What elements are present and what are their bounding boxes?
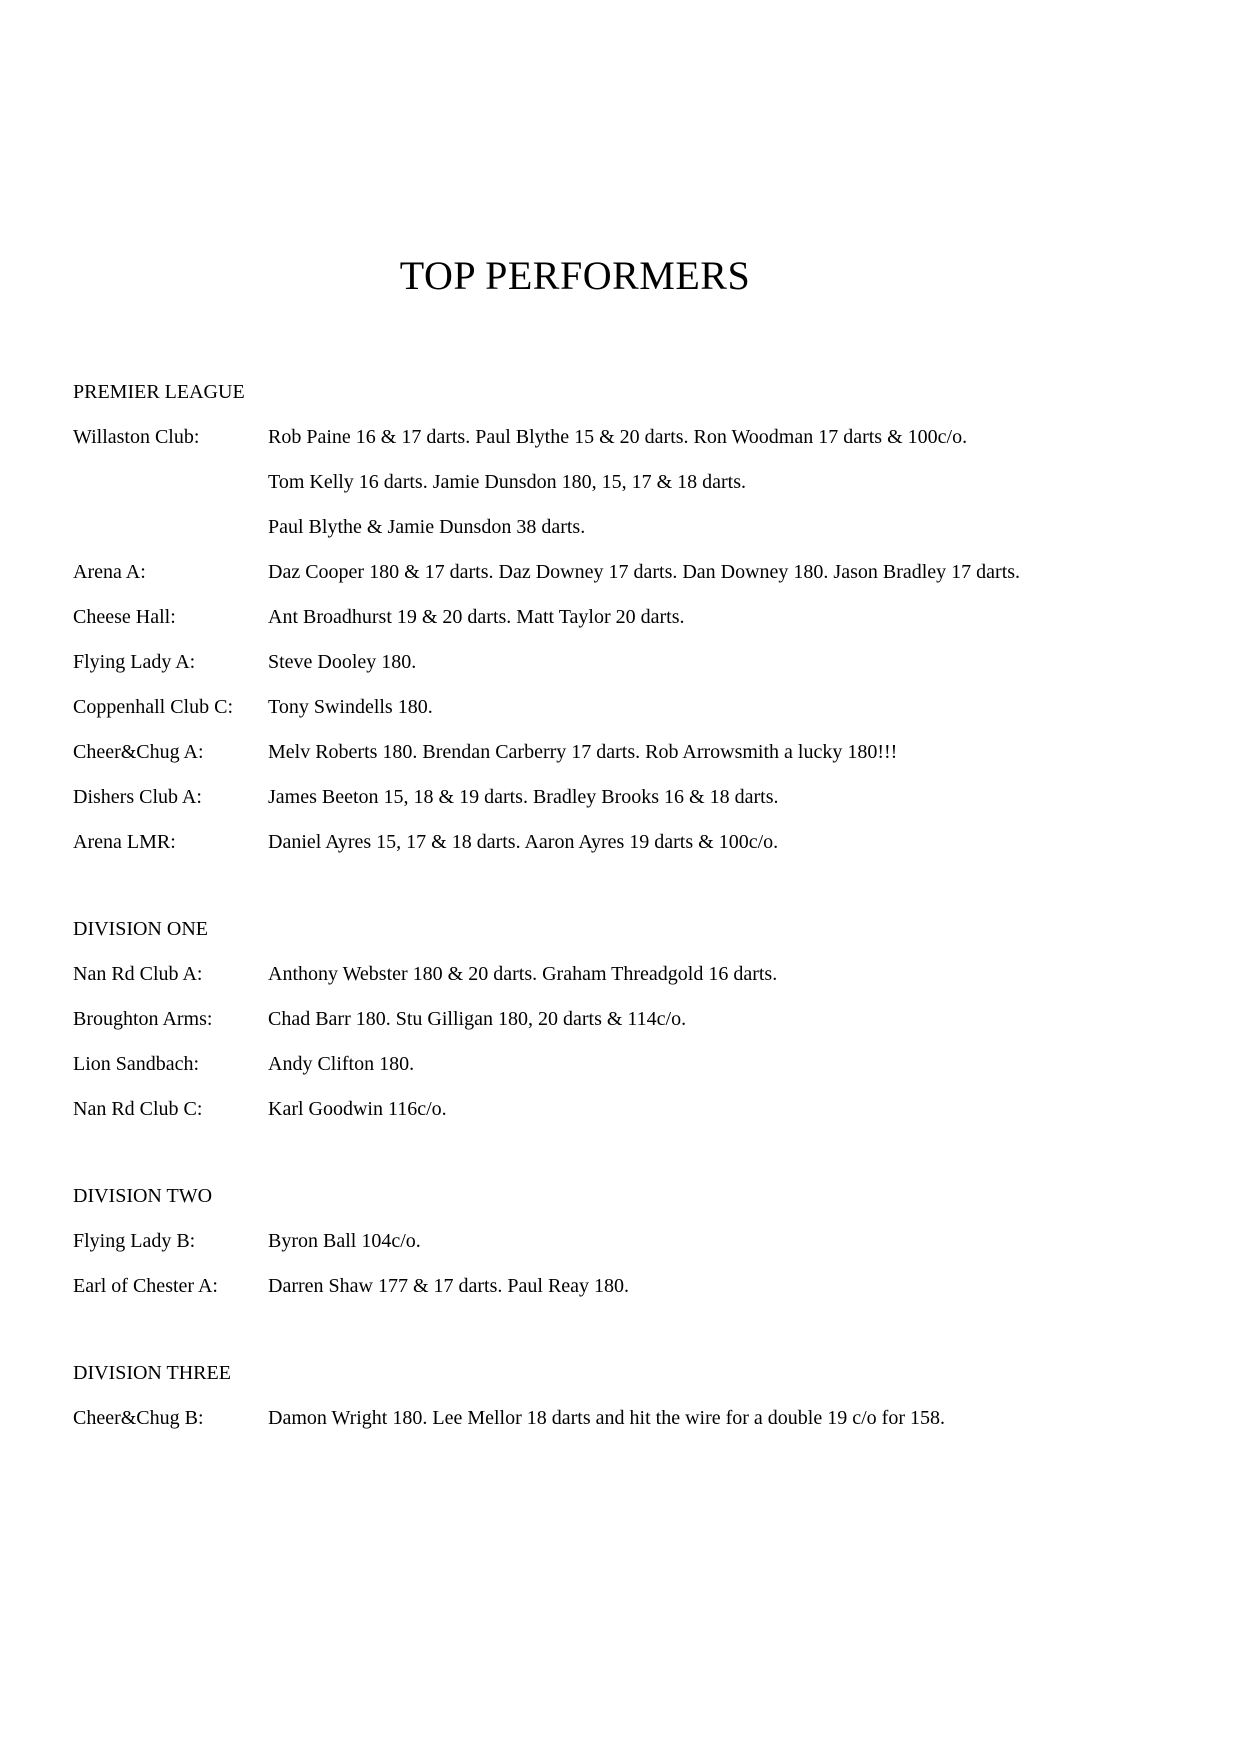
team-label: Cheer&Chug B: xyxy=(73,1407,204,1429)
team-label: Coppenhall Club C: xyxy=(73,696,233,718)
performer-row xyxy=(73,550,1183,595)
performers-text: Paul Blythe & Jamie Dunsdon 38 darts. xyxy=(268,516,586,538)
team-label: Nan Rd Club A: xyxy=(73,963,203,985)
performers-text: Chad Barr 180. Stu Gilligan 180, 20 darts & 114c/o. xyxy=(268,1008,687,1030)
performers-text: Ant Broadhurst 19 & 20 darts. Matt Taylor 20 darts. xyxy=(268,606,685,628)
performer-row xyxy=(73,952,1183,997)
performer-row xyxy=(73,1087,1183,1132)
performer-row xyxy=(73,820,1183,865)
performer-row xyxy=(73,775,1183,820)
performers-text: James Beeton 15, 18 & 19 darts. Bradley Brooks 16 & 18 darts. xyxy=(268,786,779,808)
league-section xyxy=(73,1174,1183,1309)
team-label: Willaston Club: xyxy=(73,426,200,448)
performers-text: Anthony Webster 180 & 20 darts. Graham Threadgold 16 darts. xyxy=(268,963,778,985)
performers-text: Karl Goodwin 116c/o. xyxy=(268,1098,447,1120)
performers-text: Andy Clifton 180. xyxy=(268,1053,415,1075)
team-label: Nan Rd Club C: xyxy=(73,1098,203,1120)
document-body xyxy=(73,370,1183,1441)
performer-row xyxy=(73,640,1183,685)
section-heading: PREMIER LEAGUE xyxy=(73,381,245,403)
performer-row xyxy=(73,460,1183,505)
team-label: Arena A: xyxy=(73,561,146,583)
performer-row xyxy=(73,1264,1183,1309)
performer-row xyxy=(73,595,1183,640)
performer-row xyxy=(73,1042,1183,1087)
performers-text: Tom Kelly 16 darts. Jamie Dunsdon 180, 15, 17 & 18 darts. xyxy=(268,471,746,493)
performers-text: Darren Shaw 177 & 17 darts. Paul Reay 180. xyxy=(268,1275,630,1297)
performer-row xyxy=(73,997,1183,1042)
team-label: Flying Lady B: xyxy=(73,1230,196,1252)
performer-row xyxy=(73,415,1183,460)
team-label: Flying Lady A: xyxy=(73,651,196,673)
team-label: Cheer&Chug A: xyxy=(73,741,204,763)
performer-row xyxy=(73,505,1183,550)
performers-text: Rob Paine 16 & 17 darts. Paul Blythe 15 & 20 darts. Ron Woodman 17 darts & 100c/o. xyxy=(268,426,968,448)
performer-row xyxy=(73,1396,1183,1441)
team-label: Broughton Arms: xyxy=(73,1008,213,1030)
performer-row xyxy=(73,685,1183,730)
team-label: Cheese Hall: xyxy=(73,606,176,628)
section-heading: DIVISION ONE xyxy=(73,918,208,940)
performers-text: Damon Wright 180. Lee Mellor 18 darts and hit the wire for a double 19 c/o for 158. xyxy=(268,1407,945,1429)
performers-text: Tony Swindells 180. xyxy=(268,696,433,718)
performers-text: Byron Ball 104c/o. xyxy=(268,1230,421,1252)
page-title: TOP PERFORMERS xyxy=(399,253,751,298)
section-heading: DIVISION TWO xyxy=(73,1185,213,1207)
league-section xyxy=(73,370,1183,865)
performers-text: Steve Dooley 180. xyxy=(268,651,417,673)
league-section xyxy=(73,907,1183,1132)
performers-text: Daniel Ayres 15, 17 & 18 darts. Aaron Ayres 19 darts & 100c/o. xyxy=(268,831,779,853)
performers-text: Melv Roberts 180. Brendan Carberry 17 darts. Rob Arrowsmith a lucky 180!!! xyxy=(268,741,898,763)
team-label: Earl of Chester A: xyxy=(73,1275,218,1297)
team-label: Dishers Club A: xyxy=(73,786,202,808)
section-heading: DIVISION THREE xyxy=(73,1362,231,1384)
performer-row xyxy=(73,1219,1183,1264)
team-label: Lion Sandbach: xyxy=(73,1053,200,1075)
performer-row xyxy=(73,730,1183,775)
league-section xyxy=(73,1351,1183,1441)
performers-text: Daz Cooper 180 & 17 darts. Daz Downey 17 darts. Dan Downey 180. Jason Bradley 17 darts. xyxy=(268,561,1021,583)
team-label: Arena LMR: xyxy=(73,831,176,853)
